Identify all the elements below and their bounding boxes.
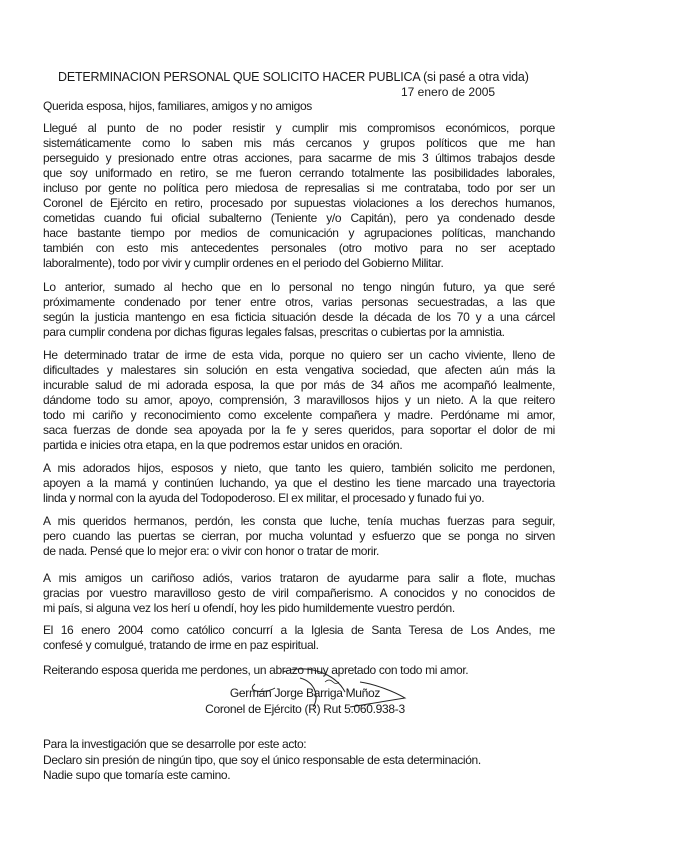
text-line: incluso por gente no política pero miedosa de represalias si me contrataba, todo por ser un: [43, 181, 555, 195]
text-line: sistemáticamente como lo saben mis más cercanos y grupos políticos que me han: [43, 136, 555, 150]
text-line: He determinado tratar de irme de esta vida, porque no quiero ser un cacho viviente, lleno de: [43, 348, 555, 362]
text-line: que soy uniformado en retiro, se me fueron cerrando totalmente las posibilidades laborales,: [43, 166, 555, 180]
paragraph-1: [43, 121, 555, 271]
text-line: A mis queridos hermanos, perdón, les consta que luche, tenía muchas fuerzas para seguir,: [43, 514, 555, 528]
text-line: de nada. Pensé que lo mejor era: o vivir con honor o tratar de morir.: [43, 544, 380, 558]
salutation: Querida esposa, hijos, familiares, amigos y no amigos: [43, 99, 312, 113]
postscript-line: Declaro sin presión de ningún tipo, que soy el único responsable de esta determinación.: [43, 752, 481, 767]
text-line: saca fuerzas de donde sea apoyada por la fe y seres queridos, para soportar el dolor de mi: [43, 423, 555, 437]
text-line: próximamente condenado por tener entre otros, varias personas secuestradas, a las que: [43, 295, 555, 309]
text-line: A mis amigos un cariñoso adiós, varios trataron de ayudarme para salir a flote, muchas: [43, 571, 555, 585]
text-line: según la justicia mantengo en esa ficticia situación desde la década de los 70 y a una cárcel: [43, 310, 555, 324]
document-date: 17 enero de 2005: [401, 85, 496, 99]
postscript-line: Nadie supo que tomaría este camino.: [43, 768, 231, 782]
text-line: dificultades y malestares sin solución en esta vengativa sociedad, que afecten aún más la: [43, 363, 555, 377]
text-line: apoyen a la mamá y continúen luchando, ya que el destino les tiene marcado una trayectoria: [43, 476, 555, 490]
signature-name: Germán Jorge Barriga Muñoz: [229, 686, 381, 700]
text-line: linda y normal con la ayuda del Todopoderoso. El ex militar, el procesado y funado fui yo.: [43, 491, 485, 505]
text-line: A mis adorados hijos, esposos y nieto, que tanto les quiero, también solicito me perdonen,: [43, 461, 555, 475]
document-title: DETERMINACION PERSONAL QUE SOLICITO HACER PUBLICA (si pasé a otra vida): [58, 70, 529, 84]
text-line: partida e inicies otra etapa, en la que podremos estar unidos en oración.: [43, 438, 403, 452]
text-line: cometidas cuando fui oficial subalterno (Teniente y/o Capitán), pero ya condenado desde: [43, 211, 555, 225]
text-line: incurable salud de mi adorada esposa, la que por más de 34 años me acompañó lealmente,: [43, 378, 555, 392]
text-line: hace bastante tiempo por medios de comunicación y agrupaciones políticas, manchando: [43, 226, 555, 240]
paragraph-4: [43, 461, 555, 506]
postscript-line: Para la investigación que se desarrolle por este acto:: [43, 737, 307, 751]
text-line: todo mi cariño y reconocimiento como excelente compañera y madre. Perdóname mi amor,: [43, 408, 555, 422]
text-line: Coronel de Ejército en retiro, procesado por supuestas violaciones a los derechos humanos,: [43, 196, 555, 210]
paragraph-7: [43, 623, 555, 653]
text-line: perseguido y presionado entre otras acciones, para sacarme de mis 3 últimos trabajos desde: [43, 151, 555, 165]
text-line: pero cuando las puertas se cierran, por mucha voluntad y esfuerzo que se ponga no sirven: [43, 529, 555, 543]
text-line: El 16 enero 2004 como católico concurrí a la Iglesia de Santa Teresa de Los Andes, me: [43, 623, 555, 637]
signature-rank: Coronel de Ejército (R) Rut 5.060.938-3: [205, 702, 405, 716]
text-line: Llegué al punto de no poder resistir y cumplir mis compromisos económicos, porque: [43, 121, 555, 135]
paragraph-3: [43, 348, 555, 453]
paragraph-5: [43, 514, 555, 559]
text-line: Lo anterior, sumado al hecho que en lo personal no tengo ningún futuro, ya que seré: [43, 280, 555, 294]
text-line: también con esto mis antecedentes personales (otro motivo para no ser aceptado: [43, 241, 555, 255]
text-line: laboralmente), todo por vivir y cumplir ordenes en el periodo del Gobierno Militar.: [43, 256, 444, 270]
text-line: confesé y comulgué, tratando de irme en paz espiritual.: [43, 638, 319, 652]
text-line: mi país, si alguna vez los herí u ofendí, hoy les pido humildemente vuestro perdón.: [43, 601, 455, 615]
paragraph-2: [43, 280, 555, 340]
closing-line: Reiterando esposa querida me perdones, un abrazo muy apretado con todo mi amor.: [43, 663, 469, 677]
text-line: dándome todo su amor, apoyo, comprensión, 3 maravillosos hijos y un nieto. A la que reitero: [43, 393, 555, 407]
paragraph-6: [43, 571, 555, 616]
text-line: para cumplir condena por dichas figuras legales falsas, prescritas o cubiertas por la amnistia.: [43, 325, 505, 339]
text-line: gracias por vuestro maravilloso gesto de viril compañerismo. A conocidos y no conocidos de: [43, 586, 555, 600]
postscript: [43, 737, 555, 784]
